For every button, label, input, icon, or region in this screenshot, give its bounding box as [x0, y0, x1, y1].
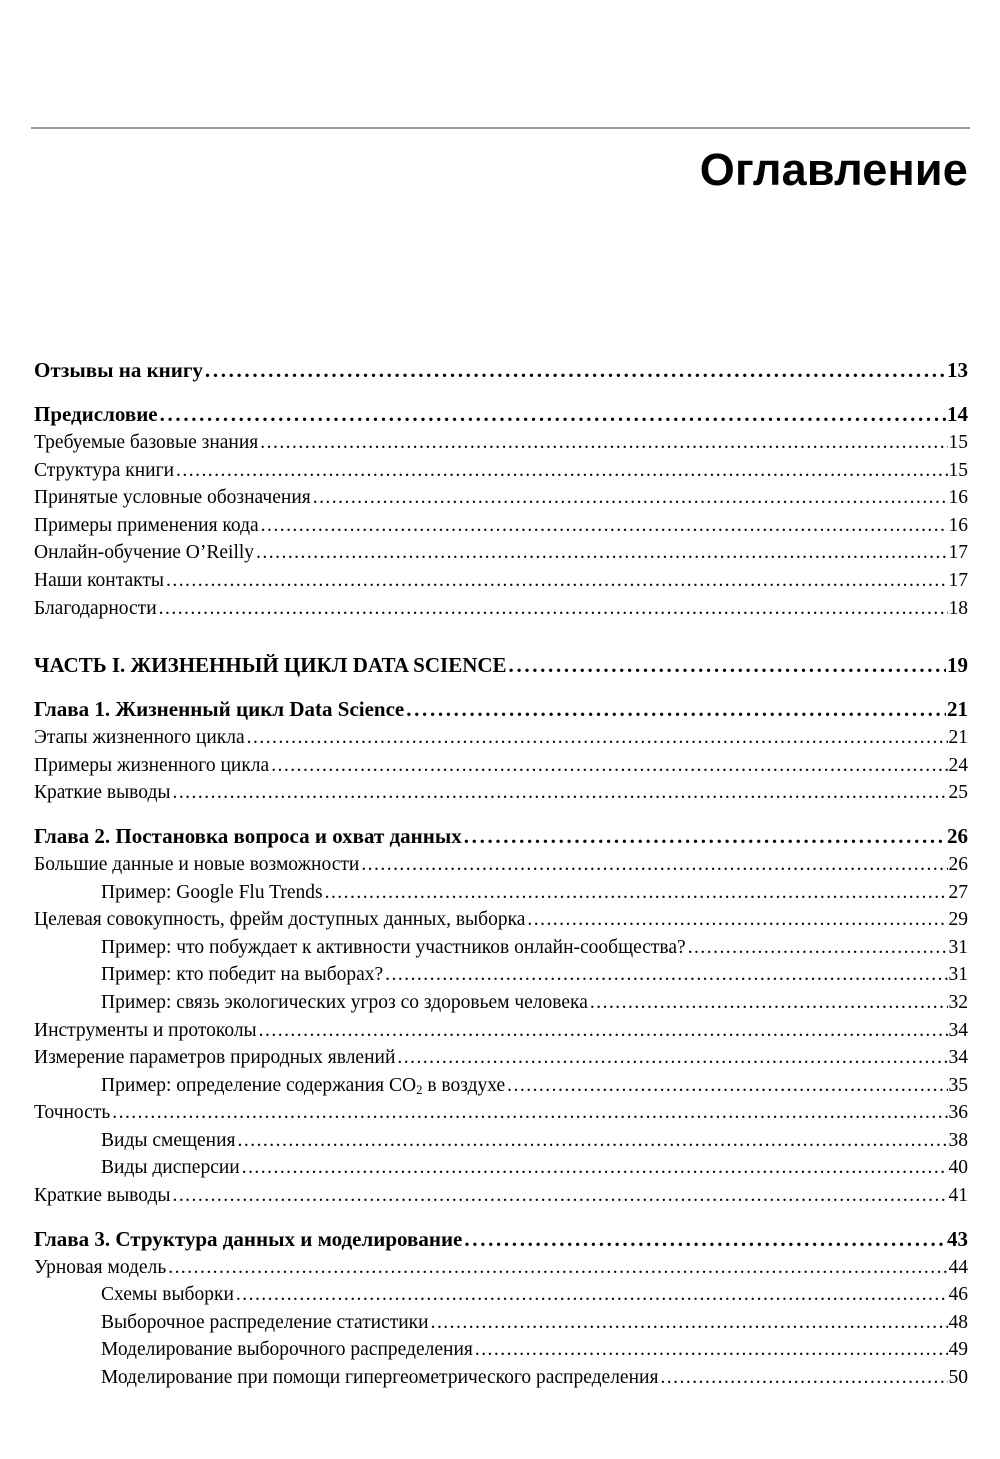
toc-label: Благодарности [34, 597, 157, 619]
toc-page-number: 34 [948, 1019, 968, 1041]
toc-label: Пример: что побуждает к активности участников онлайн-сообщества? [101, 936, 686, 958]
toc-entry-ch2-2[interactable] [34, 906, 968, 934]
toc-leader [688, 934, 948, 962]
toc-label: Моделирование при помощи гипергеометрического распределения [101, 1367, 659, 1389]
toc-leader [475, 1336, 948, 1364]
toc-entry-pre4[interactable] [34, 512, 968, 540]
toc-leader [509, 650, 946, 680]
toc-spacer [34, 1210, 968, 1224]
toc-leader [261, 512, 948, 540]
toc-label: Глава 1. Жизненный цикл Data Science [34, 697, 405, 722]
toc-label: Принятые условные обозначения [34, 487, 311, 509]
toc-entry-pre2[interactable] [34, 457, 968, 485]
toc-leader [260, 429, 947, 457]
toc-entry-part1[interactable] [34, 650, 968, 680]
toc-entry-ch3-1[interactable] [34, 1254, 968, 1282]
toc-leader [271, 752, 947, 780]
toc-entry-ch2-5[interactable] [34, 1099, 968, 1127]
toc-label: Виды смещения [101, 1129, 236, 1151]
toc-leader [205, 355, 946, 385]
toc-entry-ch2-2c[interactable] [34, 989, 968, 1017]
toc-page-number: 15 [948, 432, 968, 453]
toc-label: Моделирование выборочного распределения [101, 1339, 473, 1361]
toc-page-number: 49 [948, 1339, 968, 1361]
toc-page-number: 17 [948, 569, 968, 591]
toc-page-number: 29 [948, 909, 968, 931]
toc-entry-ch2[interactable] [34, 821, 968, 851]
toc-label: Глава 3. Структура данных и моделирование [34, 1226, 463, 1251]
toc-label: Отзывы на книгу [34, 358, 203, 382]
toc-leader [112, 1099, 947, 1127]
toc-leader [464, 821, 946, 851]
toc-leader [168, 1254, 947, 1282]
toc-leader [242, 1154, 948, 1182]
toc-entry-ch3-1b[interactable] [34, 1309, 968, 1337]
toc-label: Точность [34, 1102, 111, 1124]
toc-leader [590, 989, 948, 1017]
toc-leader [172, 779, 947, 807]
toc-label: Требуемые базовые знания [34, 432, 259, 453]
toc-entry-otzyvy[interactable] [34, 355, 968, 385]
toc-spacer [34, 622, 968, 650]
toc-page-number: 13 [947, 358, 968, 382]
toc-label-main: Пример: определение содержания CO [101, 1074, 417, 1096]
toc-label: Наши контакты [34, 569, 164, 591]
toc-leader [660, 1364, 947, 1392]
toc-entry-ch2-5b[interactable] [34, 1154, 968, 1182]
toc-leader [160, 399, 946, 429]
toc-leader [313, 484, 948, 512]
toc-label: Примеры применения кода [34, 514, 259, 536]
toc-entry-ch3[interactable] [34, 1224, 968, 1254]
toc-leader [236, 1281, 948, 1309]
toc-spacer [34, 385, 968, 399]
toc-leader [431, 1309, 948, 1337]
toc-page-number: 31 [948, 964, 968, 986]
toc-entry-ch1[interactable] [34, 694, 968, 724]
toc-spacer [34, 680, 968, 694]
toc-label: Целевая совокупность, фрейм доступных данных, выборка [34, 909, 526, 931]
toc-page-number: 36 [948, 1102, 968, 1124]
toc-page-number: 48 [948, 1311, 968, 1333]
toc-page-number: 50 [948, 1367, 968, 1389]
toc-entry-ch3-1a[interactable] [34, 1281, 968, 1309]
toc-spacer [34, 807, 968, 821]
toc-leader [406, 694, 946, 724]
toc-leader [507, 1072, 947, 1100]
toc-leader [259, 1017, 948, 1045]
toc-leader [238, 1127, 948, 1155]
top-rule [31, 127, 970, 129]
toc-page-number: 21 [948, 727, 968, 749]
toc-entry-pre5[interactable] [34, 539, 968, 567]
toc-entry-pre6[interactable] [34, 567, 968, 595]
toc-page-number: 38 [948, 1129, 968, 1151]
toc-page-number: 19 [947, 653, 968, 678]
toc-page-number: 46 [948, 1284, 968, 1306]
toc-leader [325, 879, 948, 907]
toc-page-number: 41 [948, 1185, 968, 1207]
toc-leader [166, 567, 948, 595]
toc-entry-preface[interactable] [34, 399, 968, 429]
toc-entry-ch2-2a[interactable] [34, 934, 968, 962]
toc-label: Выборочное распределение статистики [101, 1311, 429, 1333]
toc-entry-ch1-2[interactable] [34, 752, 968, 780]
toc-label: Примеры жизненного цикла [34, 754, 270, 776]
toc-label [101, 1072, 507, 1100]
toc-label: Пример: кто победит на выборах? [101, 964, 384, 986]
toc-page-number: 16 [948, 514, 968, 536]
toc-entry-ch2-6[interactable] [34, 1182, 968, 1210]
toc-entry-ch2-1[interactable] [34, 851, 968, 879]
toc-page-number: 44 [948, 1256, 968, 1278]
toc-page-number: 21 [947, 697, 968, 722]
toc-entry-ch1-3[interactable] [34, 779, 968, 807]
toc-page-number: 24 [948, 754, 968, 776]
toc-page-number: 34 [948, 1047, 968, 1069]
toc-entry-ch1-1[interactable] [34, 724, 968, 752]
toc-entry-ch2-2b[interactable] [34, 961, 968, 989]
toc-label-subscript: 2 [416, 1082, 423, 1097]
toc-page-number: 27 [948, 881, 968, 903]
toc-page-number: 16 [948, 487, 968, 509]
toc-leader [464, 1224, 946, 1254]
toc-entry-ch3-1c[interactable] [34, 1336, 968, 1364]
toc-leader [361, 851, 947, 879]
toc-leader [397, 1044, 947, 1072]
toc-page-number: 17 [948, 542, 968, 564]
toc-label-tail: в воздухе [422, 1074, 506, 1096]
toc-page-number: 31 [948, 936, 968, 958]
toc-entry-ch2-5a[interactable] [34, 1127, 968, 1155]
toc-label: Этапы жизненного цикла [34, 727, 245, 749]
toc-entry-pre7[interactable] [34, 595, 968, 623]
toc-page-number: 43 [947, 1226, 968, 1251]
toc-page-number: 40 [948, 1157, 968, 1179]
toc-label: Пример: связь экологических угроз со здоровьем человека [101, 991, 588, 1013]
toc-leader [172, 1182, 947, 1210]
toc-page-number: 14 [947, 402, 968, 426]
toc-label: Виды дисперсии [101, 1157, 240, 1179]
toc-leader [247, 724, 948, 752]
toc-label: Инструменты и протоколы [34, 1019, 257, 1041]
table-of-contents [34, 355, 968, 1392]
toc-entry-ch2-1a[interactable] [34, 879, 968, 907]
toc-page-number: 35 [948, 1074, 968, 1096]
toc-entry-ch3-1d[interactable] [34, 1364, 968, 1392]
toc-label: Измерение параметров природных явлений [34, 1047, 396, 1069]
toc-entry-ch2-4[interactable] [34, 1044, 968, 1072]
toc-entry-pre3[interactable] [34, 484, 968, 512]
toc-page-number: 26 [948, 853, 968, 875]
toc-page-number: 25 [948, 782, 968, 804]
toc-label: Структура книги [34, 459, 175, 481]
toc-entry-pre1[interactable] [34, 429, 968, 457]
toc-label: Онлайн-обучение O’Reilly [34, 542, 255, 564]
toc-label: Схемы выборки [101, 1284, 234, 1306]
toc-leader [159, 595, 948, 623]
toc-label: Урновая модель [34, 1256, 167, 1278]
toc-label: Пример: Google Flu Trends [101, 881, 323, 903]
toc-leader [385, 961, 947, 989]
toc-label: Большие данные и новые возможности [34, 853, 360, 875]
toc-page-number: 26 [947, 823, 968, 848]
toc-leader [256, 539, 947, 567]
toc-label: Краткие выводы [34, 782, 171, 804]
toc-label: Краткие выводы [34, 1185, 171, 1207]
toc-page-number: 18 [948, 597, 968, 619]
toc-leader [176, 457, 947, 485]
page-title: Оглавление [699, 144, 968, 195]
toc-label: ЧАСТЬ I. ЖИЗНЕННЫЙ ЦИКЛ DATA SCIENCE [34, 653, 507, 678]
toc-entry-ch2-4a[interactable] [34, 1072, 968, 1100]
toc-leader [527, 906, 947, 934]
toc-entry-ch2-3[interactable] [34, 1017, 968, 1045]
toc-label: Глава 2. Постановка вопроса и охват данных [34, 823, 462, 848]
toc-label: Предисловие [34, 402, 158, 426]
toc-page-number: 15 [948, 459, 968, 481]
toc-page-number: 32 [948, 991, 968, 1013]
